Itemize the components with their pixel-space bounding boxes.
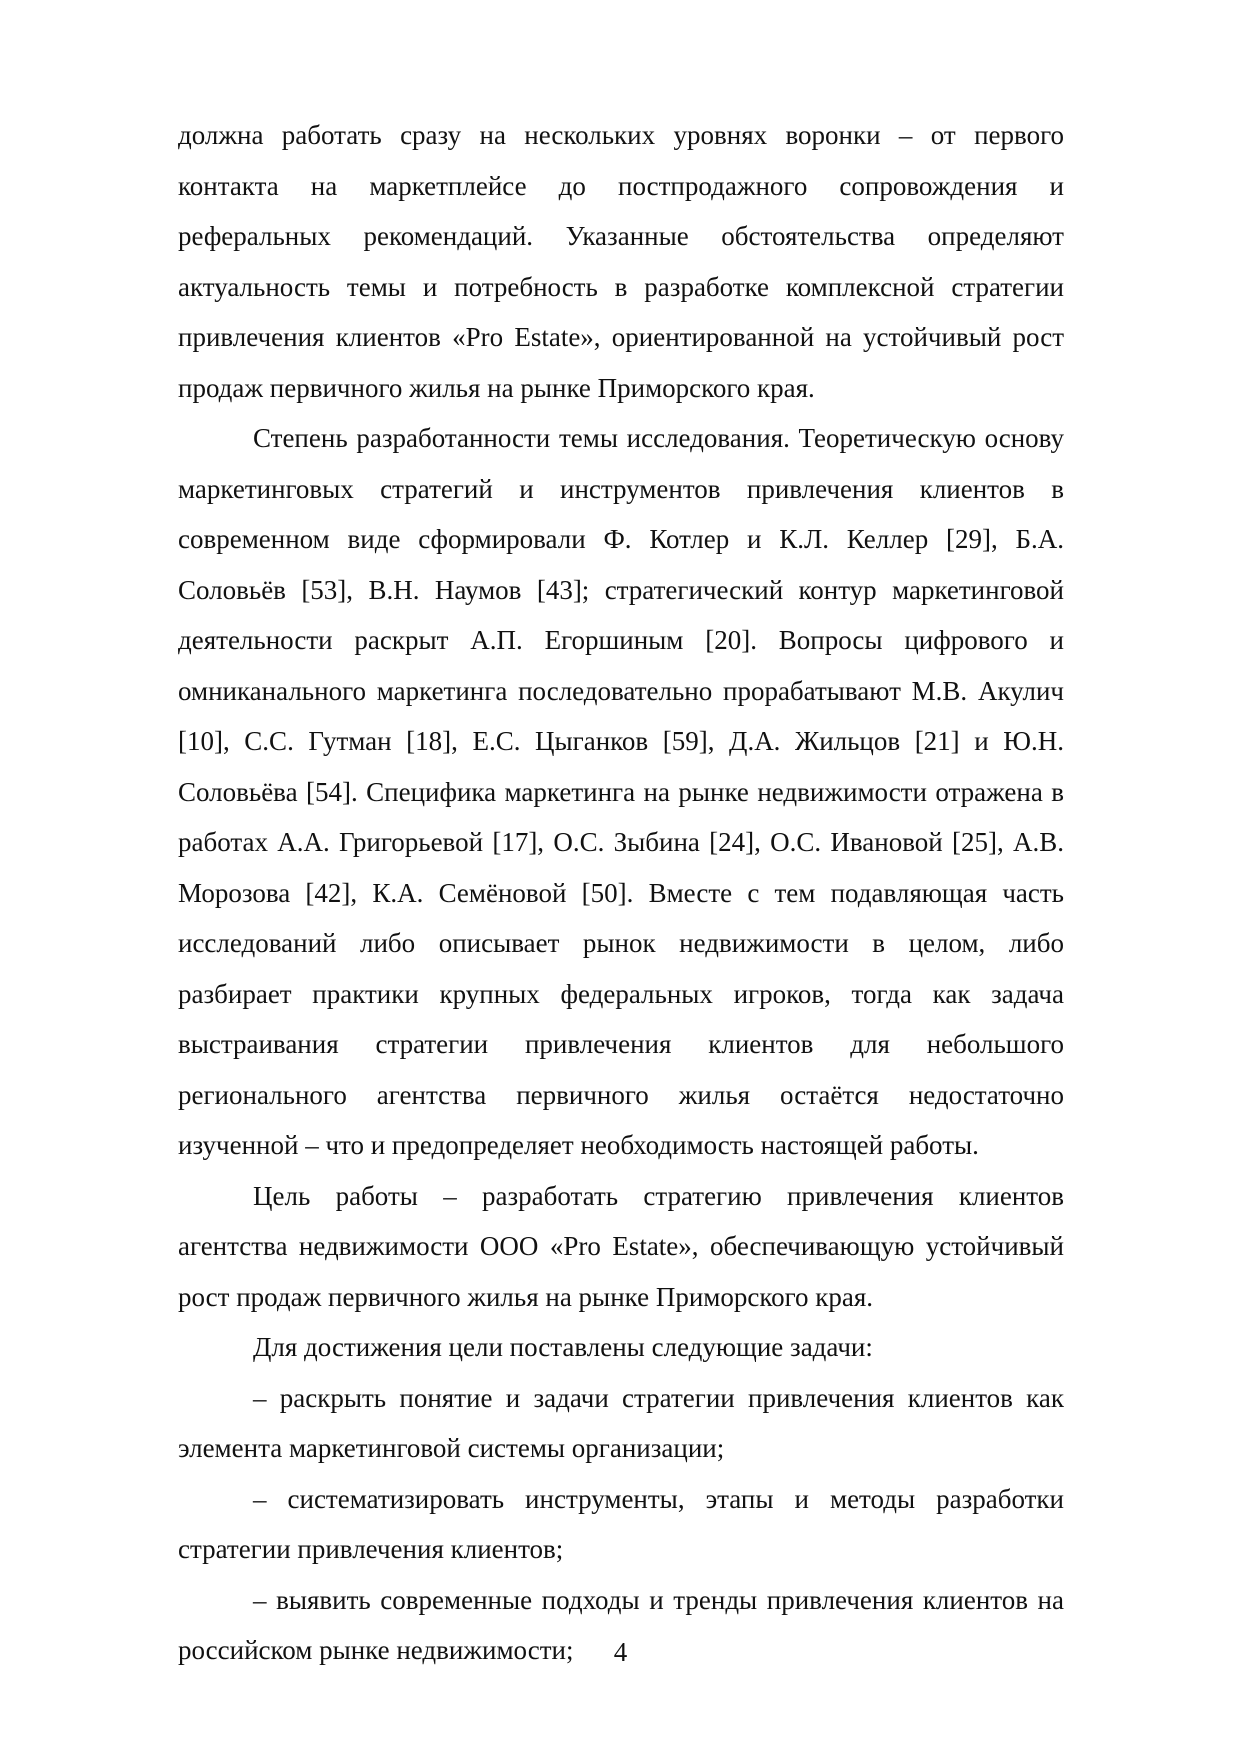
list-item-task-2: – систематизировать инструменты, этапы и методы разработки стратегии привлечения клиентов; [178,1483,1064,1564]
paragraph-continuation: должна работать сразу на нескольких уровнях воронки – от первого контакта на маркетплейсе до постпродажного сопровождения и реферальных рекомендаций. Указанные обстоятельства определяют актуальность темы и потребность в разработке комплексной стратегии привлечения клиентов «Pro Estate», ориентированной на устойчивый рост продаж первичного жилья на рынке Приморского края. [178,120,1064,403]
paragraph-topic-development: Степень разработанности темы исследования. Теоретическую основу маркетинговых стратегий и инструментов привлечения клиентов в современном виде сформировали Ф. Котлер и К.Л. Келлер [29], Б.А. Соловьёв [53], В.Н. Наумов [43]; стратегический контур маркетинговой деятельности раскрыт А.П. Егоршиным [20]. Вопросы цифрового и омниканального маркетинга последовательно прорабатывают М.В. Акулич [10], С.С. Гутман [18], Е.С. Цыганков [59], Д.А. Жильцов [21] и Ю.Н. Соловьёва [54]. Специфика маркетинга на рынке недвижимости отражена в работах А.А. Григорьевой [17], О.С. Зыбина [24], О.С. Ивановой [25], А.В. Морозова [42], К.А. Семёновой [50]. Вместе с тем подавляющая часть исследований либо описывает рынок недвижимости в целом, либо разбирает практики крупных федеральных игроков, тогда как задача выстраивания стратегии привлечения клиентов для небольшого регионального агентства первичного жилья остаётся недостаточно изученной – что и предопределяет необходимость настоящей работы. [178,423,1064,1160]
paragraph-goal: Цель работы – разработать стратегию привлечения клиентов агентства недвижимости ООО «Pro Estate», обеспечивающую устойчивый рост продаж первичного жилья на рынке Приморского края. [178,1180,1064,1312]
paragraph-tasks-intro: Для достижения цели поставлены следующие задачи: [253,1332,873,1362]
page-number: 4 [613,1637,628,1667]
list-item-task-3: – выявить современные подходы и тренды привлечения клиентов на российском рынке недвижимости; [178,1584,1064,1665]
body-text [178,110,1064,1676]
list-item-task-1: – раскрыть понятие и задачи стратегии привлечения клиентов как элемента маркетинговой системы организации; [178,1382,1064,1463]
